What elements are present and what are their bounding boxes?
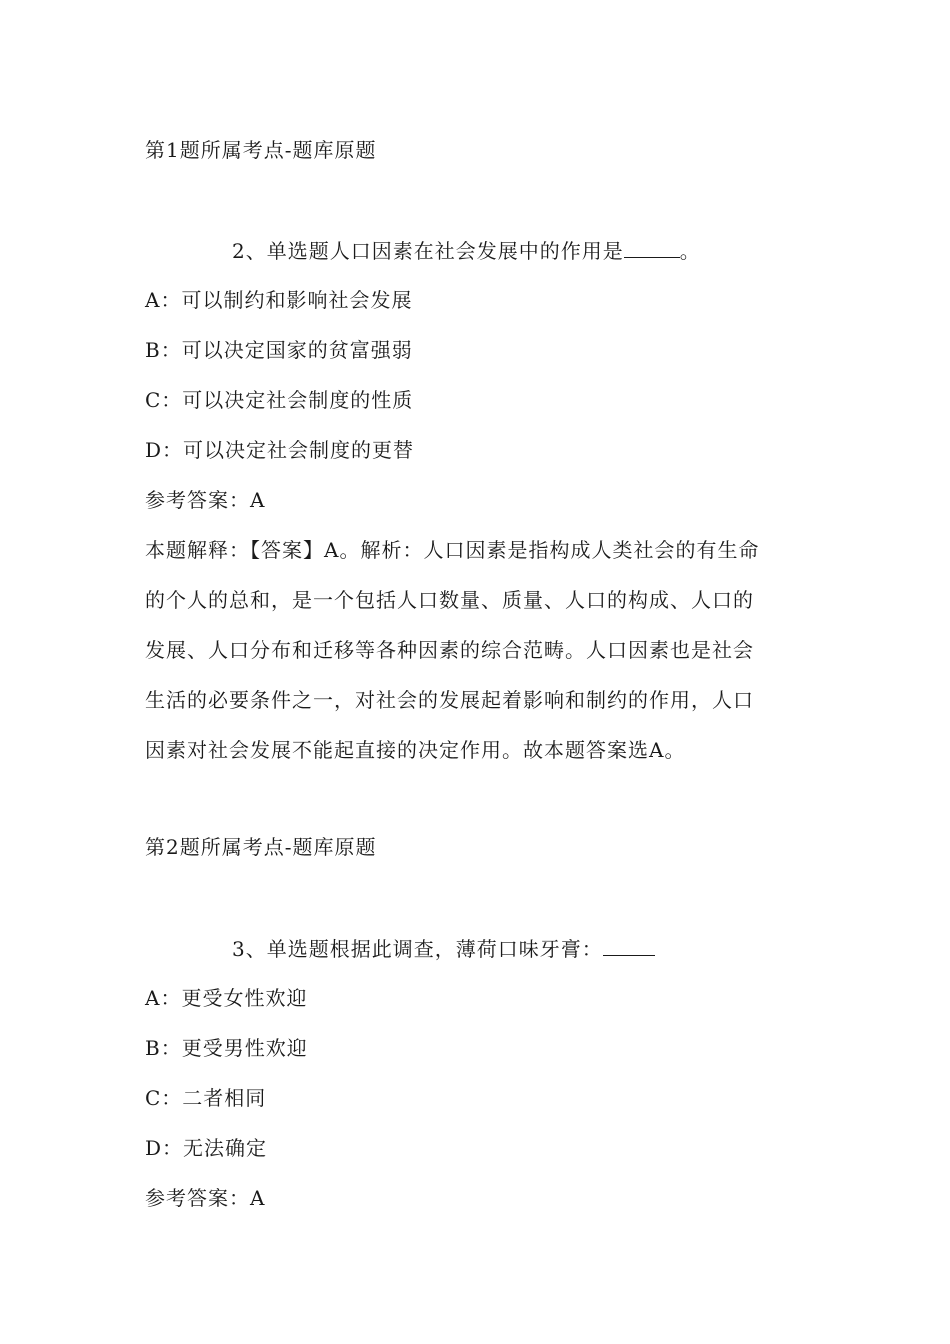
question-2-explanation-line: 因素对社会发展不能起直接的决定作用。故本题答案选A。 [145,738,686,762]
question-2-explanation-line: 本题解释：【答案】A。解析：人口因素是指构成人类社会的有生命 [145,538,760,562]
question-2-point: 第2题所属考点-题库原题 [145,835,377,859]
question-3-option-a: A：更受女性欢迎 [145,986,308,1010]
question-3-answer: 参考答案：A [145,1186,266,1210]
answer-blank [624,239,680,258]
question-2-stem [232,237,701,265]
question-2-option-b: B：可以决定国家的贫富强弱 [145,338,413,362]
question-2-explanation-line: 生活的必要条件之一，对社会的发展起着影响和制约的作用，人口 [145,688,754,712]
question-3-stem [232,935,655,963]
question-2-stem-end: 。 [679,239,701,263]
question-2-stem-text: 2、单选题人口因素在社会发展中的作用是 [232,239,624,263]
answer-blank [603,937,655,956]
question-1-point: 第1题所属考点-题库原题 [145,138,377,162]
question-3-option-d: D：无法确定 [145,1136,268,1160]
question-2-explanation-line: 发展、人口分布和迁移等各种因素的综合范畴。人口因素也是社会 [145,638,754,662]
question-3-option-b: B：更受男性欢迎 [145,1036,308,1060]
question-3-stem-text: 3、单选题根据此调查，薄荷口味牙膏： [232,937,603,961]
question-2-answer: 参考答案：A [145,488,266,512]
question-2-option-c: C：可以决定社会制度的性质 [145,388,414,412]
question-2-option-d: D：可以决定社会制度的更替 [145,438,415,462]
question-2-explanation-line: 的个人的总和，是一个包括人口数量、质量、人口的构成、人口的 [145,588,754,612]
question-3-option-c: C：二者相同 [145,1086,267,1110]
question-2-option-a: A：可以制约和影响社会发展 [145,288,413,312]
